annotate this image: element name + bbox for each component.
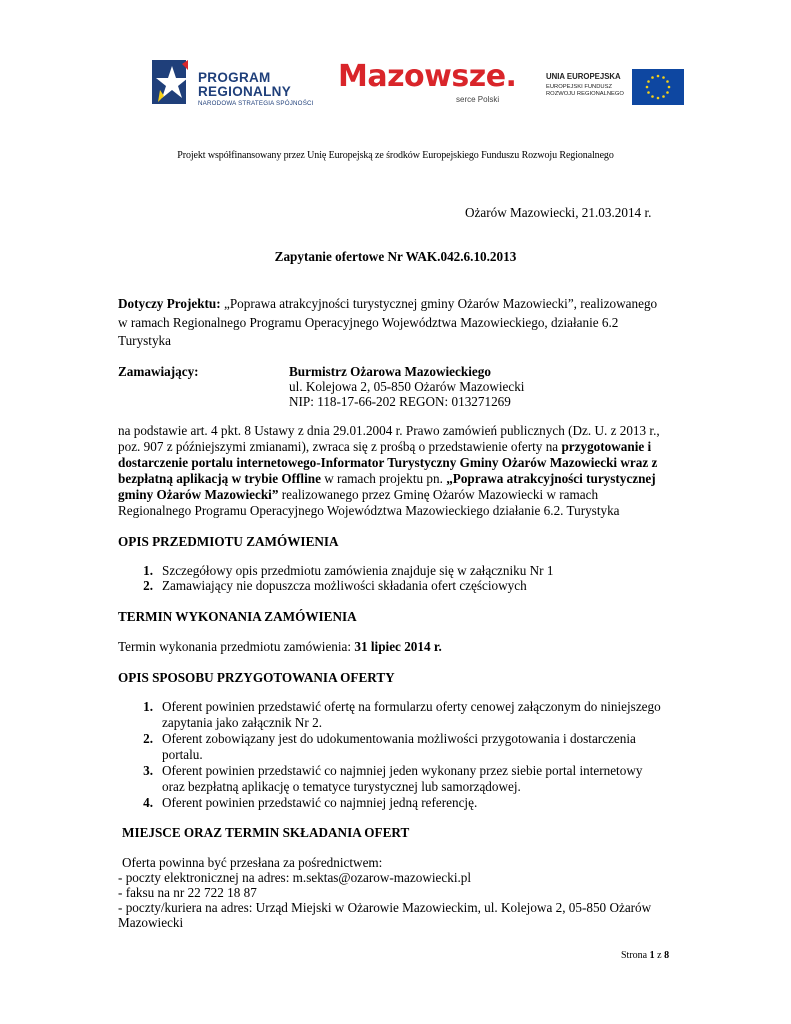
document-title: Zapytanie ofertowe Nr WAK.042.6.10.2013 bbox=[274, 249, 517, 264]
program-regionalny-star-icon bbox=[152, 60, 192, 110]
intro-line6: Regionalnego Programu Operacyjnego Województwa Mazowieckiego działanie 6.2. Turystyka bbox=[118, 503, 620, 518]
eu-logo-line1: UNIA EUROPEJSKA bbox=[546, 72, 621, 81]
section3-item3-line2: oraz bezpłatną aplikację o tematyce turystycznej lub samorządowej. bbox=[162, 779, 521, 794]
deadline-line: Termin wykonania przedmiotu zamówienia: 31 lipiec 2014 r. bbox=[118, 639, 442, 654]
eu-flag-icon bbox=[632, 69, 684, 105]
submission-post-line2: Mazowiecki bbox=[118, 915, 184, 930]
section1-item2-number: 2. bbox=[143, 578, 153, 593]
intro-line1: na podstawie art. 4 pkt. 8 Ustawy z dnia 29.01.2004 r. Prawo zamówień publicznych (Dz. U. z 2013 r., bbox=[118, 423, 660, 438]
eu-logo-line2: EUROPEJSKI FUNDUSZ bbox=[546, 84, 613, 90]
program-logo-line1: PROGRAM bbox=[198, 70, 271, 85]
section3-item1-line2: zapytania jako załącznik Nr 2. bbox=[162, 715, 323, 730]
intro-line4: bezpłatną aplikacją w trybie Offline w ramach projektu pn. „Poprawa atrakcyjności turystycznej bbox=[118, 471, 656, 486]
intro-line2: poz. 907 z późniejszymi zmianami), zwraca się z prośbą o przedstawienie oferty na przygotowanie i bbox=[118, 439, 652, 454]
section3-item4-line1: Oferent powinien przedstawić co najmniej jedną referencję. bbox=[162, 795, 478, 810]
submission-email: - poczty elektronicznej na adres: m.sektas@ozarow-mazowiecki.pl bbox=[118, 870, 472, 885]
section3-item2-line1: Oferent zobowiązany jest do udokumentowania możliwości przygotowania i dostarczenia bbox=[162, 731, 636, 746]
section4-heading: MIEJSCE ORAZ TERMIN SKŁADANIA OFERT bbox=[122, 825, 410, 840]
section3-item2-line2: portalu. bbox=[162, 747, 203, 762]
section3-item4-number: 4. bbox=[143, 795, 153, 810]
mazowsze-logo: Mazowsze. bbox=[338, 59, 517, 94]
program-logo-line2: REGIONALNY bbox=[198, 84, 292, 99]
section3-item1-number: 1. bbox=[143, 699, 153, 714]
orderer-name: Burmistrz Ożarowa Mazowieckiego bbox=[289, 364, 491, 379]
orderer-label: Zamawiający: bbox=[118, 364, 199, 379]
project-line2: w ramach Regionalnego Programu Operacyjnego Województwa Mazowieckiego, działanie 6.2 bbox=[118, 315, 619, 330]
intro-line3: dostarczenie portalu internetowego-Informator Turystyczny Gminy Ożarów Mazowiecki wraz z bbox=[118, 455, 658, 470]
section1-item1-number: 1. bbox=[143, 563, 153, 578]
orderer-address: ul. Kolejowa 2, 05-850 Ożarów Mazowiecki bbox=[289, 379, 525, 394]
section3-heading: OPIS SPOSOBU PRZYGOTOWANIA OFERTY bbox=[118, 670, 395, 685]
page-number: Strona 1 z 8 bbox=[621, 950, 670, 961]
submission-post-line1: - poczty/kuriera na adres: Urząd Miejski w Ożarowie Mazowieckim, ul. Kolejowa 2, 05-850 Ożarów bbox=[118, 900, 652, 915]
section2-heading: TERMIN WYKONANIA ZAMÓWIENIA bbox=[118, 609, 357, 624]
intro-line5: gminy Ożarów Mazowiecki” realizowanego przez Gminę Ożarów Mazowiecki w ramach bbox=[118, 487, 599, 502]
mazowsze-tagline: serce Polski bbox=[456, 95, 500, 104]
program-logo-line3: NARODOWA STRATEGIA SPÓJNOŚCI bbox=[198, 100, 314, 107]
section3-item3-number: 3. bbox=[143, 763, 153, 778]
place-date: Ożarów Mazowiecki, 21.03.2014 r. bbox=[465, 205, 652, 220]
section1-item2: Zamawiający nie dopuszcza możliwości składania ofert częściowych bbox=[162, 578, 527, 593]
project-line3: Turystyka bbox=[118, 333, 172, 348]
eu-logo-line3: ROZWOJU REGIONALNEGO bbox=[546, 91, 624, 97]
section3-item1-line1: Oferent powinien przedstawić ofertę na formularzu oferty cenowej załączonym do niniejszego bbox=[162, 699, 661, 714]
section1-item1: Szczegółowy opis przedmiotu zamówienia znajduje się w załączniku Nr 1 bbox=[162, 563, 554, 578]
orderer-ids: NIP: 118-17-66-202 REGON: 013271269 bbox=[289, 394, 511, 409]
section3-item2-number: 2. bbox=[143, 731, 153, 746]
cofinancing-note: Projekt współfinansowany przez Unię Europejską ze środków Europejskiego Funduszu Rozwoju Regionalnego bbox=[177, 150, 614, 161]
submission-fax: - faksu na nr 22 722 18 87 bbox=[118, 885, 257, 900]
submission-line1: Oferta powinna być przesłana za pośrednictwem: bbox=[122, 855, 383, 870]
section1-heading: OPIS PRZEDMIOTU ZAMÓWIENIA bbox=[118, 534, 339, 549]
section3-item3-line1: Oferent powinien przedstawić co najmniej jeden wykonany przez siebie portal internetowy bbox=[162, 763, 643, 778]
project-line1: Dotyczy Projektu: „Poprawa atrakcyjności turystycznej gminy Ożarów Mazowiecki”, realizowanego bbox=[118, 296, 658, 311]
